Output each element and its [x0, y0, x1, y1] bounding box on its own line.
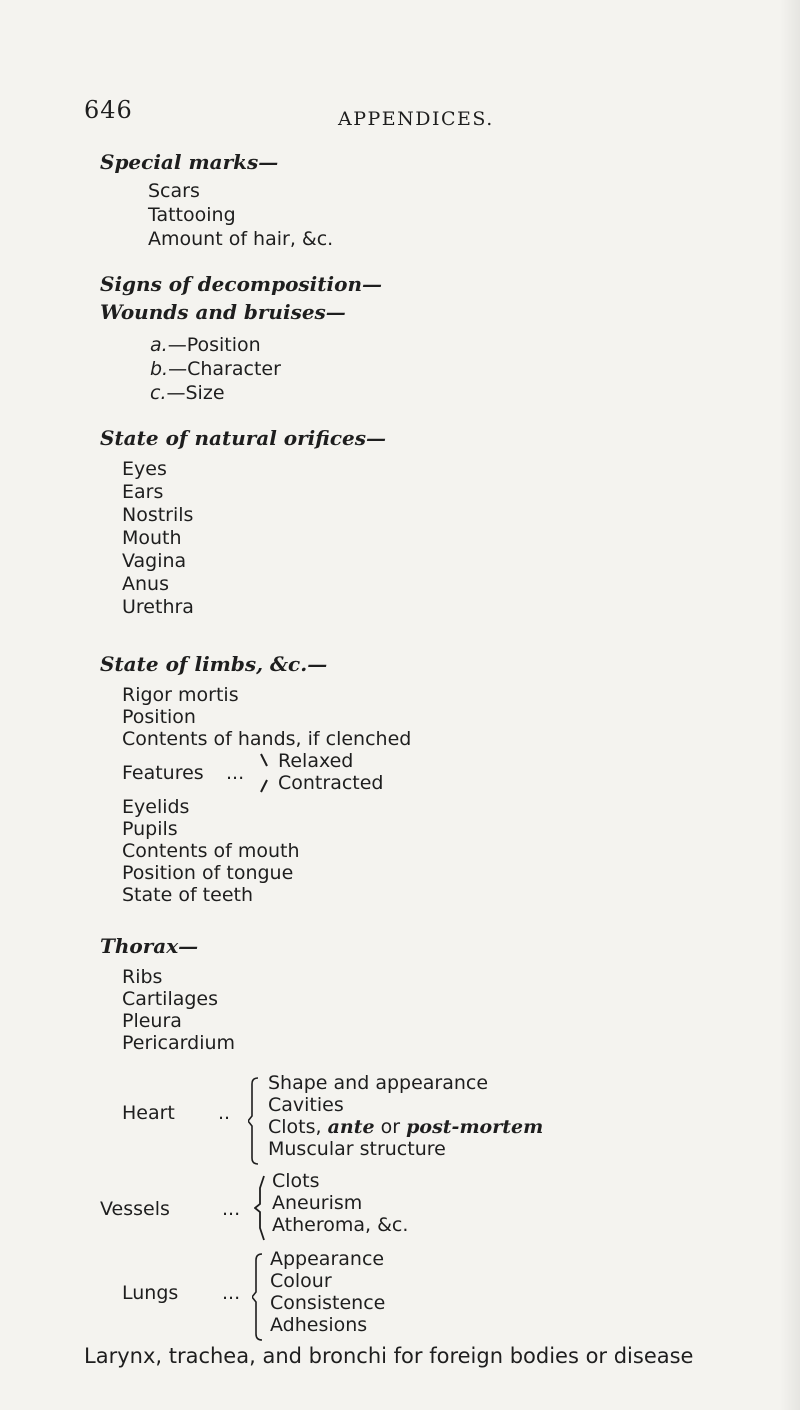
special-marks-item: Amount of hair, &c. [148, 228, 334, 250]
heart-label: Heart [122, 1102, 175, 1124]
vessels-brace-icon [254, 1174, 268, 1242]
thorax-item: Cartilages [122, 988, 219, 1010]
wound-letter: a. [150, 334, 168, 356]
vessels-dots: ... [222, 1198, 241, 1220]
heart-item: Muscular structure [268, 1138, 446, 1160]
thorax-item: Pleura [122, 1010, 182, 1032]
lungs-item: Colour [270, 1270, 332, 1292]
limbs-item: Contents of hands, if clenched [122, 728, 412, 750]
heart-item-clots [268, 1116, 543, 1138]
vessels-item: Clots [272, 1170, 320, 1192]
features-option: Contracted [278, 772, 384, 794]
orifice-item: Mouth [122, 527, 182, 549]
limbs-heading: State of limbs, &c.— [100, 652, 328, 676]
wound-item-character [150, 358, 281, 380]
thorax-heading: Thorax— [100, 934, 199, 958]
heart-dots: .. [218, 1102, 231, 1124]
special-marks-heading: Special marks— [100, 150, 279, 174]
running-head: APPENDICES. [338, 108, 494, 130]
page-edge-shadow [780, 0, 800, 1410]
features-label: Features [122, 762, 204, 784]
wound-text: —Character [168, 358, 281, 380]
vessels-item: Atheroma, &c. [272, 1214, 409, 1236]
wound-text: —Position [167, 334, 261, 356]
clots-post-mortem: post-mortem [406, 1116, 544, 1138]
decomposition-heading: Signs of decomposition— [100, 272, 382, 296]
vessels-item: Aneurism [272, 1192, 363, 1214]
heart-item: Shape and appearance [268, 1072, 489, 1094]
heart-item: Cavities [268, 1094, 344, 1116]
orifice-item: Nostrils [122, 504, 194, 526]
wound-letter: c. [150, 382, 167, 404]
wound-item-size [150, 382, 225, 404]
lungs-item: Consistence [270, 1292, 386, 1314]
limbs-item: Contents of mouth [122, 840, 300, 862]
features-brace-icon [258, 752, 272, 794]
limbs-item: Position of tongue [122, 862, 294, 884]
clots-or: or [374, 1116, 407, 1138]
special-marks-item: Tattooing [148, 204, 236, 226]
thorax-item: Ribs [122, 966, 163, 988]
page-number: 646 [84, 96, 133, 124]
vessels-label: Vessels [100, 1198, 170, 1220]
heart-bracket-icon [248, 1076, 262, 1166]
larynx-line: Larynx, trachea, and bronchi for foreign bodies or disease [84, 1344, 694, 1368]
wound-text: —Size [166, 382, 225, 404]
orifice-item: Eyes [122, 458, 167, 480]
lungs-label: Lungs [122, 1282, 179, 1304]
orifice-item: Ears [122, 481, 164, 503]
limbs-item: State of teeth [122, 884, 254, 906]
orifice-item: Anus [122, 573, 169, 595]
wounds-heading: Wounds and bruises— [100, 300, 346, 324]
orifice-item: Vagina [122, 550, 187, 572]
lungs-item: Appearance [270, 1248, 385, 1270]
orifice-item: Urethra [122, 596, 194, 618]
features-dots: ... [226, 762, 245, 784]
special-marks-item: Scars [148, 180, 200, 202]
thorax-item: Pericardium [122, 1032, 236, 1054]
clots-ante: ante [327, 1116, 375, 1138]
orifices-heading: State of natural orifices— [100, 426, 386, 450]
limbs-item: Eyelids [122, 796, 190, 818]
lungs-item: Adhesions [270, 1314, 368, 1336]
wound-letter: b. [150, 358, 169, 380]
clots-prefix: Clots, [268, 1116, 328, 1138]
features-option: Relaxed [278, 750, 354, 772]
limbs-item: Pupils [122, 818, 178, 840]
lungs-bracket-icon [252, 1252, 266, 1342]
limbs-item: Rigor mortis [122, 684, 239, 706]
lungs-dots: ... [222, 1282, 241, 1304]
limbs-item: Position [122, 706, 196, 728]
wound-item-position [150, 334, 261, 356]
